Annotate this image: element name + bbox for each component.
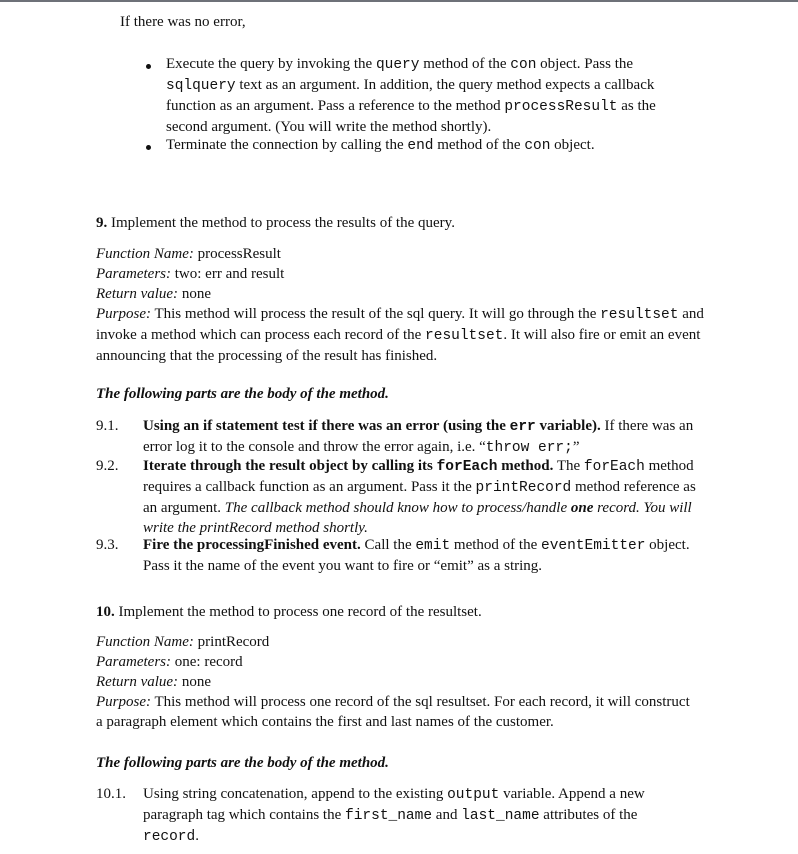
item-number: 10.1. bbox=[96, 786, 126, 802]
section-9-heading: 9. Implement the method to process the results of the query. bbox=[96, 215, 455, 231]
item-number: 9.3. bbox=[96, 537, 119, 553]
top-border bbox=[0, 0, 798, 2]
item-9-2: Iterate through the result object by calling its forEach method. The forEach method requires a callback function as an argument. Pass it the printRecord method reference as an argument. The callback method should know how to process/handle one record. You will write the printRecord method shortly. bbox=[143, 458, 696, 536]
section-9-return-value: Return value: none bbox=[96, 286, 211, 302]
section-10-function-name: Function Name: printRecord bbox=[96, 634, 270, 650]
section-10-purpose: Purpose: This method will process one record of the sql resultset. For each record, it will construct a paragraph element which contains the first and last names of the customer. bbox=[96, 694, 690, 730]
section-10-return-value: Return value: none bbox=[96, 674, 211, 690]
item-number: 9.2. bbox=[96, 458, 119, 474]
bullet-dot bbox=[146, 145, 151, 150]
section-9-body-heading: The following parts are the body of the method. bbox=[96, 386, 389, 402]
item-10-1: Using string concatenation, append to the existing output variable. Append a new paragraph tag which contains the first_name and last_name attributes of the record. bbox=[143, 786, 645, 845]
section-10-heading: 10. Implement the method to process one record of the resultset. bbox=[96, 604, 482, 620]
bullet-terminate-connection: Terminate the connection by calling the end method of the con object. bbox=[166, 137, 595, 154]
item-9-3: Fire the processingFinished event. Call the emit method of the eventEmitter object. Pass it the name of the event you want to fire or “emit” as a string. bbox=[143, 537, 690, 574]
section-9-function-name: Function Name: processResult bbox=[96, 246, 281, 262]
section-9-parameters: Parameters: two: err and result bbox=[96, 266, 285, 282]
section-9-purpose: Purpose: This method will process the result of the sql query. It will go through the resultset and invoke a method which can process each record of the resultset. It will also fire or emit an event announcing that the processing of the result has finished. bbox=[96, 306, 704, 364]
section-10-parameters: Parameters: one: record bbox=[96, 654, 243, 670]
item-9-1: Using an if statement test if there was an error (using the err variable). If there was an error log it to the console and throw the error again, i.e. “throw err;” bbox=[143, 418, 694, 456]
bullet-execute-query: Execute the query by invoking the query method of the con object. Pass the sqlquery text as an argument. In addition, the query method expects a callback function as an argument. Pass a reference to the method processResult as the second argument. (You will write the method shortly). bbox=[166, 56, 656, 135]
item-number: 9.1. bbox=[96, 418, 119, 434]
intro-text: If there was no error, bbox=[120, 14, 246, 30]
bullet-dot bbox=[146, 64, 151, 69]
section-10-body-heading: The following parts are the body of the method. bbox=[96, 755, 389, 771]
